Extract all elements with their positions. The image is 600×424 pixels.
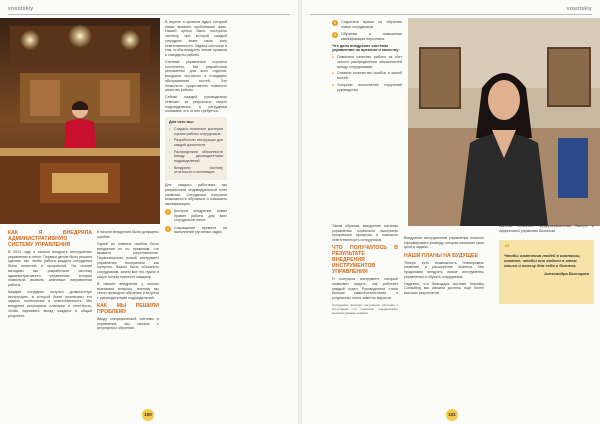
number-badge: 3: [334, 32, 336, 37]
right-page: [302, 0, 600, 424]
running-head-left: vosotskiy: [8, 6, 34, 12]
header-rule: [8, 14, 290, 15]
subsection-heading: Что дало внедрение системы управления по времени и качеству:: [332, 43, 400, 53]
page-number-left: 100: [142, 409, 154, 421]
numbered-text: Обучение и повышение квалификации персонала.: [341, 31, 402, 41]
list-item: • Распределили обязанности между руководителями подразделений.: [169, 150, 223, 164]
paragraph: В начале внедрения у многих возникали вопросы, поэтому мы стали проводить обучение и встречи с руководителями подразделений.: [97, 281, 159, 300]
portrait-photo: [408, 18, 600, 226]
numbered-item: [332, 32, 402, 41]
right-column-top: [332, 20, 402, 95]
left-column-2: [97, 230, 159, 334]
list-item: • Создали понятные критерии оценки работы сотрудников.: [169, 127, 223, 136]
numbered-item: [332, 20, 402, 29]
paragraph: Каждый сотрудник получил должностную инструкцию, в которой были прописаны его задачи, полномочия и ответственность. Мы внедрили регулярные планерки и отчетность, чтобы оценивать вклад каждого в общий результат.: [8, 290, 92, 318]
paragraph: Вводу специфической системы в управление мы начали с регулярного обучения.: [97, 317, 159, 331]
page-number-right: 101: [446, 409, 458, 421]
paragraph: Внедрение инструментов управления помогло сформировать команду, которая понимает свои цели и задачи.: [404, 236, 484, 250]
right-column-a: [332, 224, 398, 315]
numbered-item: [165, 209, 227, 223]
info-box-title: Для чего мы:: [169, 120, 194, 125]
paragraph: Я получила инструмент, который позволяет видеть, как работает каждый отдел. Руководители стали больше самостоятельными, и результаты отеля заметно выросли.: [332, 277, 398, 301]
paragraph: Таким образом, внедрение системы управления позволило выстроить прозрачные процессы и повысить ответственность сотрудников.: [332, 224, 398, 243]
section-heading: НАШИ ПЛАНЫ НА БУДУЩЕЕ: [404, 252, 478, 259]
list-item: • Разработали инструкции для каждой должности.: [169, 138, 223, 147]
number-badge: 2: [334, 21, 336, 25]
right-column-e: [499, 224, 594, 236]
numbered-item: [165, 226, 227, 235]
number-badge: 2: [167, 226, 169, 231]
paragraph: Сейчас каждый руководитель отвечает за результаты своего подразделения, а сотрудники понимают, что от них требуется.: [165, 95, 227, 114]
paragraph: Для каждого работника мы разработали индивидуальный план развития. Сотрудники получили возможность обучаться и повышать квалификацию.: [165, 183, 227, 206]
section-heading: ЧТО ПОЛУЧИЛОСЬ В РЕЗУЛЬТАТЕ ВНЕДРЕНИЯ ИНСТРУМЕНТОВ УПРАВЛЕНИЯ: [332, 245, 398, 276]
paragraph: в начале внедрения были допущены ошибки.: [97, 230, 159, 239]
left-page: [0, 0, 298, 424]
quote-author: Александра Высоцкая: [544, 271, 589, 276]
center-column-1: [165, 20, 227, 237]
paragraph: Теперь есть возможность планировать развитие и расширение бизнеса. Мы продолжим внедрять новые инструменты управления и обучать сотрудников.: [404, 260, 484, 279]
list-item: • Внедрили систему отчетности и мотивации.: [169, 166, 223, 175]
paragraph: Одной из главных ошибок было внедрение не по правилам, что вызвало сопротивление. Первоначально новый инструмент управления восприняли как контроль. Важно было объяснить сотрудникам, зачем все это нужно и какую пользу принесет каждому.: [97, 241, 159, 279]
numbered-text: Быстрое внедрение новых правил работы для всех сотрудников отеля.: [174, 209, 227, 223]
number-badge: 1: [167, 210, 169, 215]
numbered-text: Сократили время на обучение новых сотрудников.: [341, 20, 402, 29]
numbered-text: Сокращение времени на выполнение рутинных задач.: [174, 225, 227, 235]
paragraph: Надеюсь, что благодаря системе Vosotsky Consulting мы сможем достичь еще более высоких результатов.: [404, 281, 484, 296]
left-column-1: [8, 230, 92, 321]
right-column-b: [404, 236, 484, 298]
paragraph: В 2014 году я начала внедрять инструменты управления в отеле. Первым делом было решено сделать так, чтобы работа каждого сотрудника была понятной и прозрачной. На основе методики мы разработали систему административного управления, которая позволила выявить ключевые направления работы.: [8, 250, 92, 287]
info-box: [165, 117, 227, 180]
pull-quote: [499, 240, 594, 304]
running-head-right: vosotskiy: [566, 6, 592, 12]
paragraph: системе позволяет предпринимателям быстро и эффективно управлять бизнесом.: [499, 224, 594, 233]
bullet-item: ■ Ускорили выполнение поручений руководства.: [332, 83, 402, 92]
paragraph: В апреле я провела аудит, который помог выявить проблемные зоны. Нашей целью было построить систему, при которой каждый сотрудник знает свою зону ответственности. Задача состояла в том, чтобы внедрить четкие правила и стандарты работы.: [165, 20, 227, 57]
hotel-reception-photo: [0, 18, 160, 224]
quote-mark-icon: “: [504, 242, 511, 256]
bullet-item: ■ Снизили количество ошибок и жалоб гостей.: [332, 71, 402, 80]
header-rule: [310, 14, 592, 15]
quote-text: Чтобы изменения людей в компании, главное, чтобы они видели в этом смысл и пользу для себя и бизнеса.: [504, 253, 581, 268]
photo-caption: Сотрудники проходят регулярное обучение и аттестацию, что позволяет поддерживать высокий уровень сервиса.: [332, 303, 398, 316]
bullet-item: ■ Повысили качество работы за счет четкого распределения обязанностей между сотрудниками.: [332, 55, 402, 69]
section-heading: КАК Я ВНЕДРЯЛА АДМИНИСТРАТИВНУЮ СИСТЕМУ УПРАВЛЕНИЯ: [8, 230, 92, 248]
subsection-heading: КАК МЫ РЕШИЛИ ПРОБЛЕМУ: [97, 303, 159, 316]
paragraph: Система управления строится постепенно. Мы разработали регламенты для всех отделов, внедрили чек-листы и стандарты обслуживания гостей. Это позволило существенно повысить качество работы.: [165, 60, 227, 93]
